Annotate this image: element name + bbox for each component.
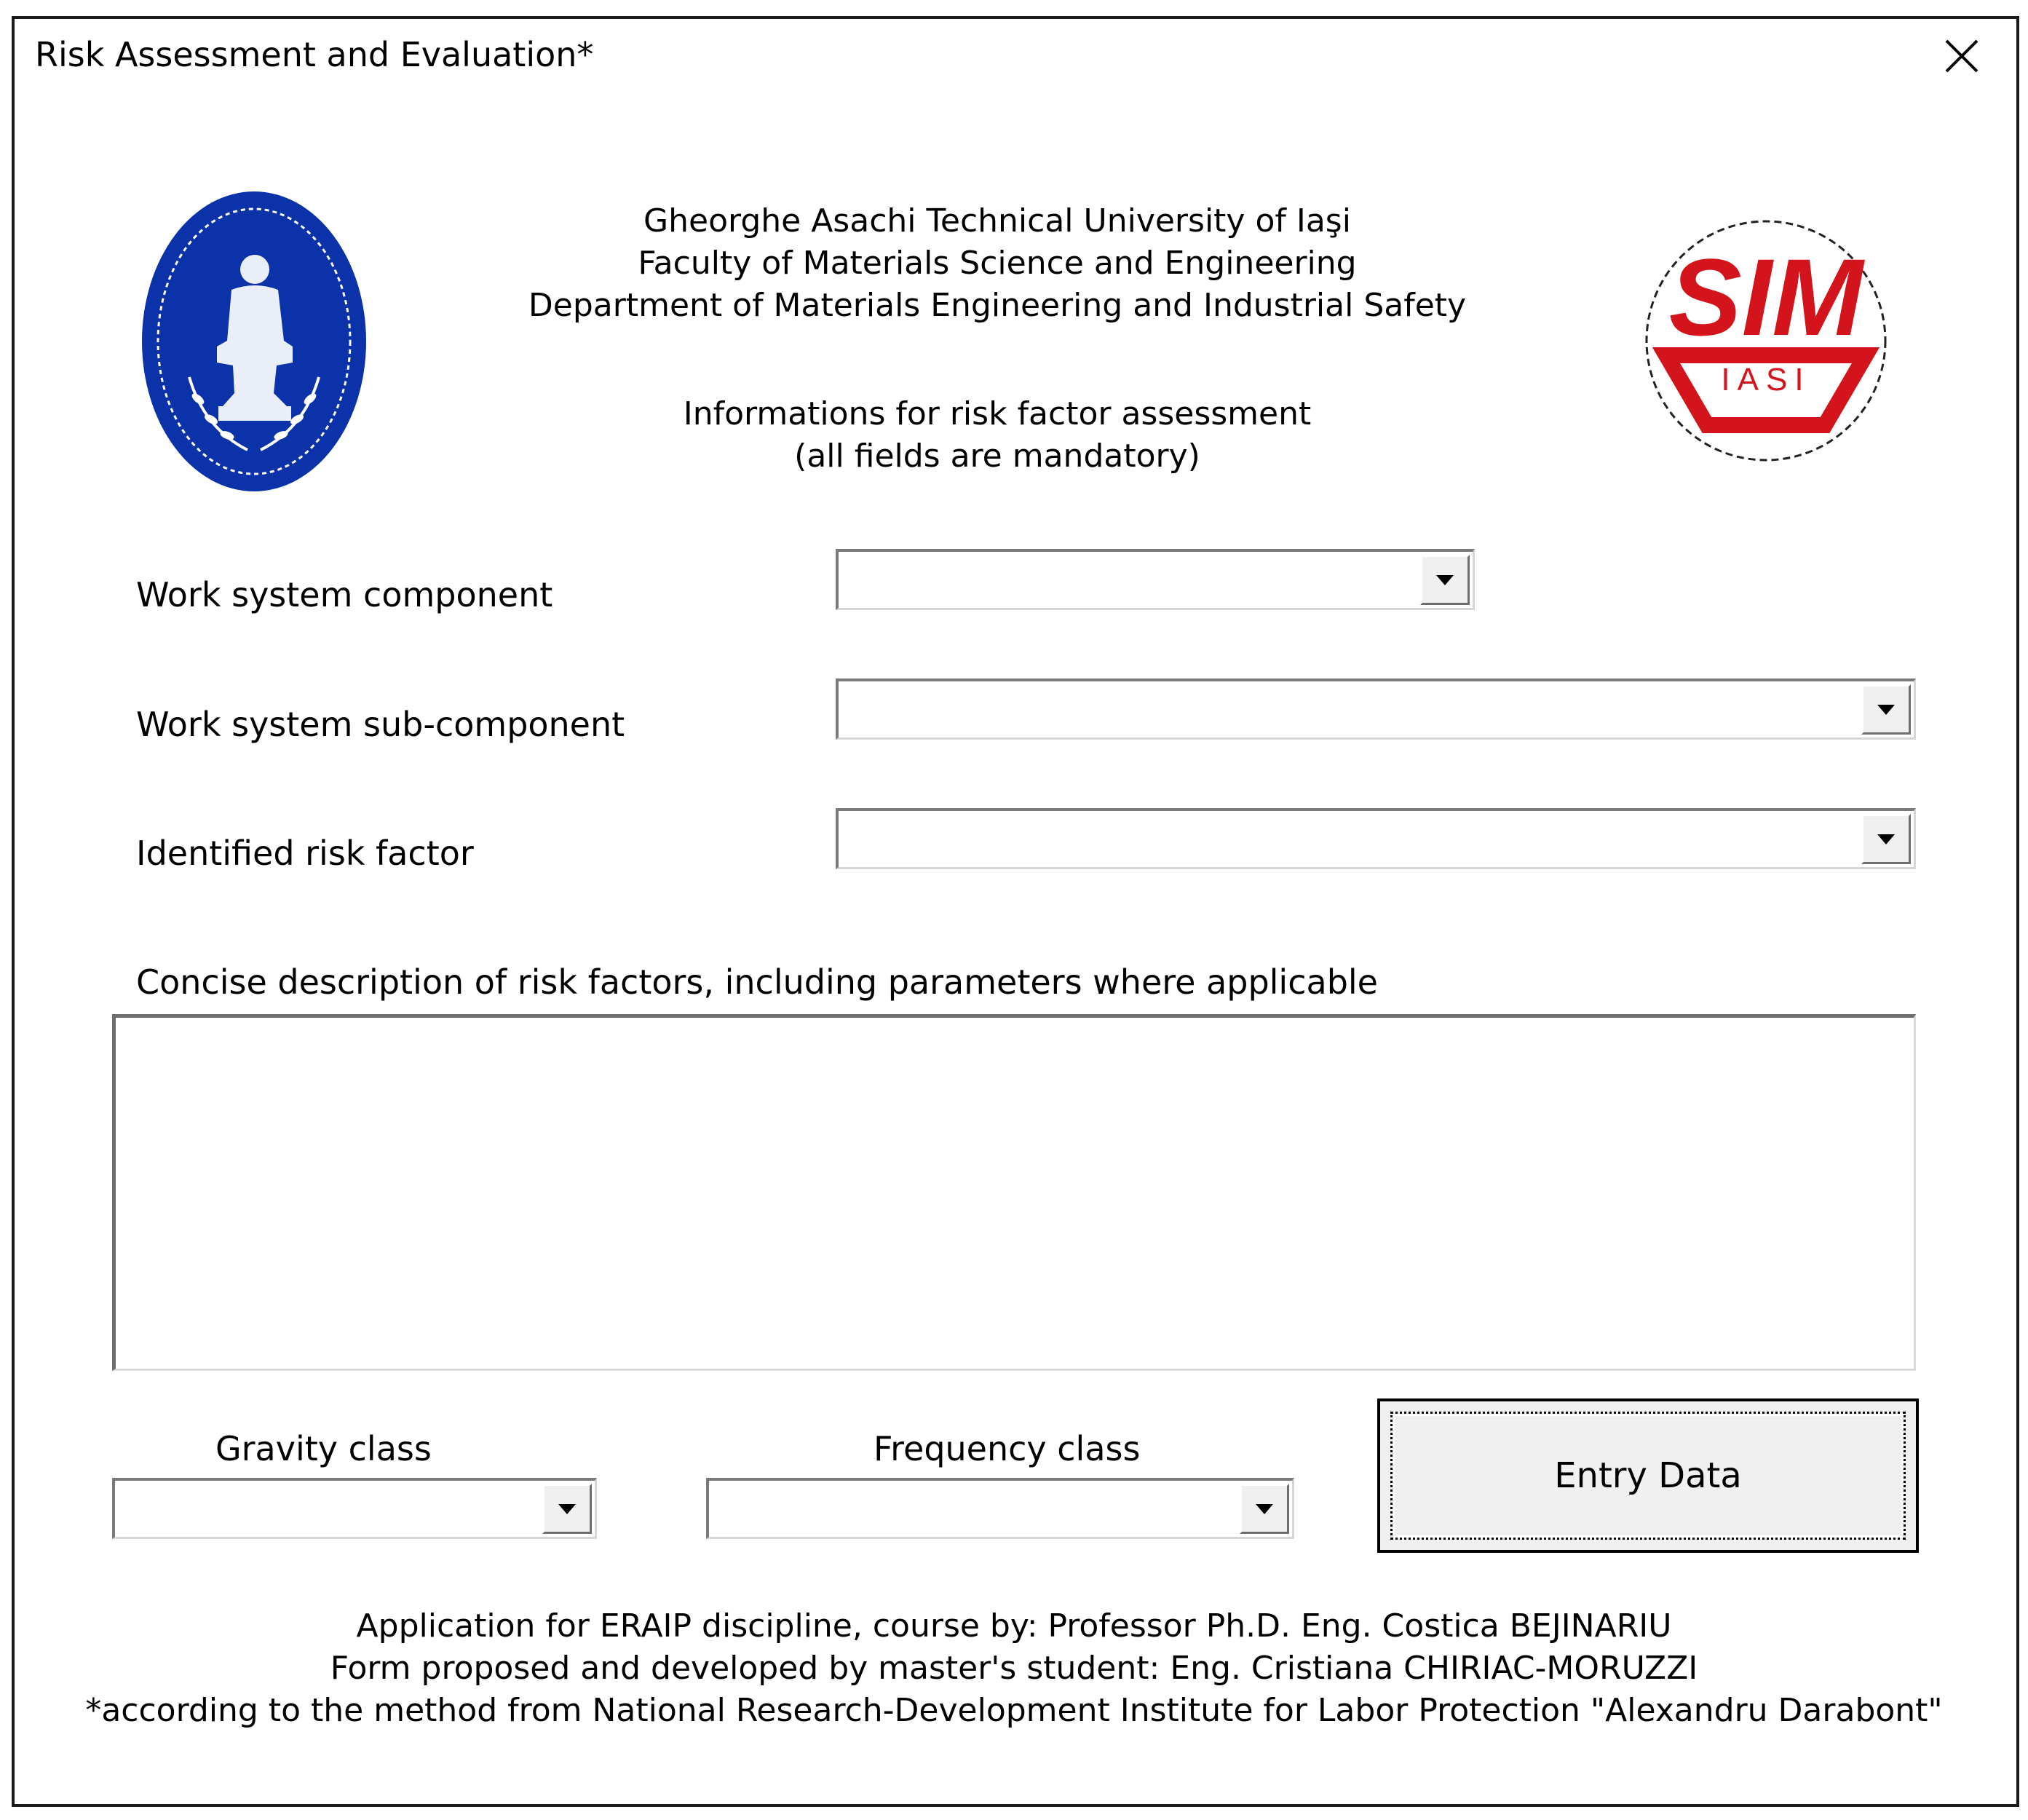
form-instructions bbox=[510, 393, 1485, 478]
gravity-label: Gravity class bbox=[215, 1429, 432, 1468]
entry-data-label: Entry Data bbox=[1554, 1455, 1742, 1496]
subcomponent-select[interactable] bbox=[836, 678, 1916, 740]
frequency-label: Frequency class bbox=[874, 1429, 1141, 1468]
description-textarea[interactable] bbox=[112, 1014, 1916, 1371]
subcomponent-dropdown-button[interactable] bbox=[1861, 684, 1911, 735]
chevron-down-icon bbox=[1877, 834, 1895, 844]
footer-author: Form proposed and developed by master's student: Eng. Cristiana CHIRIAC-MORUZZI bbox=[330, 1650, 1698, 1687]
chevron-down-icon bbox=[1256, 1504, 1273, 1514]
instructions-line2: (all fields are mandatory) bbox=[794, 438, 1200, 475]
risk-factor-label: Identified risk factor bbox=[136, 834, 474, 873]
gravity-dropdown-button[interactable] bbox=[542, 1484, 592, 1534]
footer-method: *according to the method from National Research-Development Institute for Labor Protection "Alexandru Darabont" bbox=[85, 1692, 1943, 1729]
gravity-select[interactable] bbox=[112, 1478, 597, 1539]
institution-header bbox=[510, 200, 1485, 327]
chevron-down-icon bbox=[558, 1504, 576, 1514]
component-label: Work system component bbox=[136, 575, 553, 614]
close-icon bbox=[1944, 38, 1980, 74]
window-title: Risk Assessment and Evaluation* bbox=[35, 35, 594, 74]
credits-footer bbox=[73, 1605, 1955, 1732]
chevron-down-icon bbox=[1877, 705, 1895, 715]
description-label: Concise description of risk factors, including parameters where applicable bbox=[136, 962, 1378, 1002]
university-seal-logo bbox=[138, 188, 370, 495]
subcomponent-label: Work system sub-component bbox=[136, 705, 625, 744]
risk-factor-select[interactable] bbox=[836, 808, 1916, 869]
chevron-down-icon bbox=[1436, 575, 1454, 585]
component-dropdown-button[interactable] bbox=[1420, 555, 1470, 605]
header-faculty: Faculty of Materials Science and Engineering bbox=[638, 245, 1357, 282]
frequency-dropdown-button[interactable] bbox=[1240, 1484, 1289, 1534]
footer-course: Application for ERAIP discipline, course by: Professor Ph.D. Eng. Costica BEJINARIU bbox=[356, 1607, 1672, 1645]
header-university: Gheorghe Asachi Technical University of Iaşi bbox=[643, 202, 1351, 240]
sim-logo-text: SIM bbox=[1668, 236, 1863, 358]
frequency-select[interactable] bbox=[706, 1478, 1294, 1539]
risk-factor-dropdown-button[interactable] bbox=[1861, 814, 1911, 864]
close-button[interactable] bbox=[1939, 33, 1984, 79]
header-department: Department of Materials Engineering and Industrial Safety bbox=[528, 287, 1467, 324]
instructions-line1: Informations for risk factor assessment bbox=[683, 395, 1312, 432]
sim-iasi-logo bbox=[1634, 213, 1898, 469]
entry-data-button[interactable] bbox=[1377, 1398, 1919, 1553]
component-select[interactable] bbox=[836, 549, 1475, 610]
sim-logo-subtext: IASI bbox=[1721, 362, 1811, 397]
